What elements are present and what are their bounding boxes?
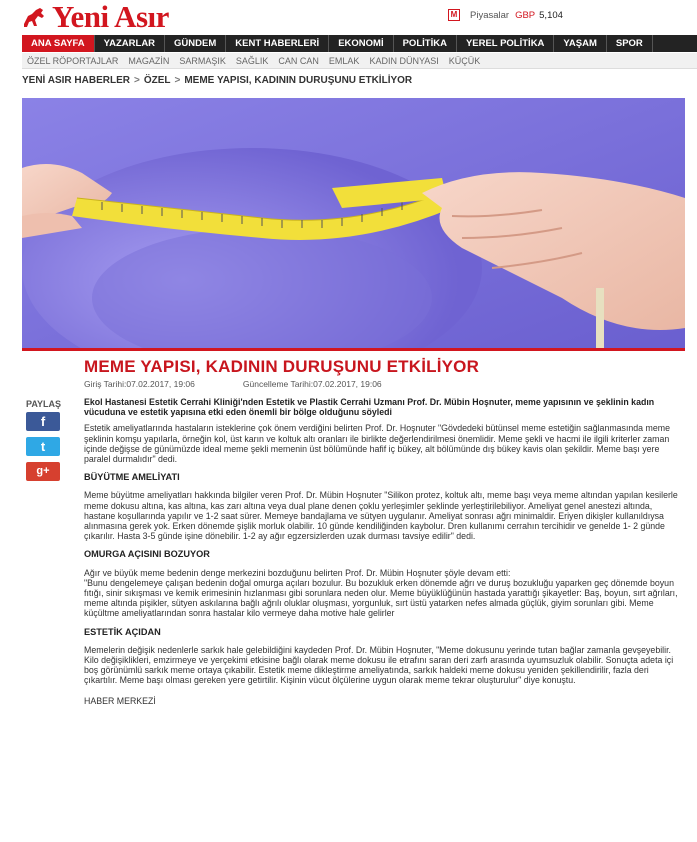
entry-date: Giriş Tarihi:07.02.2017, 19:06 <box>84 379 195 389</box>
share-label: PAYLAŞ <box>26 399 62 409</box>
markets-icon: M <box>448 9 460 21</box>
nav-item-ekonomi[interactable]: EKONOMİ <box>329 35 393 52</box>
nav-item-spor[interactable]: SPOR <box>607 35 653 52</box>
subnav-item-kadin-dunyasi[interactable]: KADIN DÜNYASI <box>369 56 439 66</box>
main-nav <box>22 35 697 52</box>
subnav-item-can-can[interactable]: CAN CAN <box>278 56 319 66</box>
breadcrumb-item-home[interactable]: YENİ ASIR HABERLER <box>22 75 130 86</box>
section-heading: BÜYÜTME AMELİYATI <box>84 472 180 483</box>
subnav-item-kucuk[interactable]: KÜÇÜK <box>448 56 481 66</box>
article-title: MEME YAPISI, KADININ DURUŞUNU ETKİLİYOR <box>84 357 480 376</box>
section-heading: OMURGA AÇISINI BOZUYOR <box>84 549 210 560</box>
currency-value: 5,104 <box>539 9 563 21</box>
site-header <box>0 0 697 36</box>
nav-item-yazarlar[interactable]: YAZARLAR <box>95 35 165 52</box>
site-logo[interactable] <box>22 2 169 32</box>
breadcrumb-item-current: MEME YAPISI, KADININ DURUŞUNU ETKİLİYOR <box>184 75 413 86</box>
subnav-item-emlak[interactable]: EMLAK <box>328 56 360 66</box>
subnav-item-magazin[interactable]: MAGAZİN <box>128 56 170 66</box>
article-body <box>84 397 684 706</box>
article-paragraph: Estetik ameliyatlarında hastaların isteklerine çok önem verdiğini belirten Prof. Dr. Hoşnuter "Gövdedeki bütünsel meme estetiğin sağlanmasında meme şeklinin komşu yapılarla, örneğin kol, üst karın ve koltuk altı oranları ile birlikte değerlendirilmesi önemlidir. Meme şekli ve hacmi ile ilgili kriterler zaman içinde değişse de günümüzde ideal meme şekli memenin üst bölümünde hafif iç bükey, alt bölümünde dış bükey kavis olan şekildir. Meme başı yere paralel durmalıdır" dedi. <box>84 423 670 465</box>
measuring-tape-photo <box>22 98 685 348</box>
facebook-share-button[interactable]: f <box>26 412 60 431</box>
article-signature: HABER MERKEZİ <box>84 695 156 706</box>
title-divider <box>22 348 685 351</box>
article-lead: Ekol Hastanesi Estetik Cerrahi Kliniği'nden Estetik ve Plastik Cerrahi Uzmanı Prof. Dr. Mübin Hoşnuter, meme yapısının ve şeklinin kadın vücuduna ve estetik yapısına etki eden önemli bir bölge olduğunu söyledi <box>84 397 655 418</box>
article-paragraph: "Bunu dengelemeye çalışan bedenin doğal omurga açıları bozulur. Bu bozukluk erken dönemde ağrı ve duruş bozukluğu yaparken geç dönemde boyun fıtığı, sinir sıkışması ve kemik erimesinin hızlanması gibi sorunlara neden olur. Meme büyüklüğünün hastada yarattığı şikayetler: Baş, boyun, sırt ağrıları, meme altında pişikler, sütyen askılarına bağlı ağrılı oluklar oluşması, yorgunluk, sırt üstü yatarken nefes almada güçlük, giyim sorunları gibi. Meme küçültme ameliyatlarından sonra hastalar kilo vermeye daha motive hale gelirler <box>84 577 678 619</box>
article-paragraph: Ağır ve büyük meme bedenin denge merkezini bozduğunu belirten Prof. Dr. Mübin Hoşnuter şöyle devam etti: <box>84 567 511 578</box>
nav-item-kent-haberleri[interactable]: KENT HABERLERİ <box>226 35 329 52</box>
breadcrumb-item-ozel[interactable]: ÖZEL <box>143 75 171 86</box>
horse-logo-icon <box>22 4 48 30</box>
currency-symbol: GBP <box>515 9 536 21</box>
nav-item-ana-sayfa[interactable]: ANA SAYFA <box>22 35 95 52</box>
nav-item-politika[interactable]: POLİTİKA <box>394 35 457 52</box>
breadcrumb-separator: > <box>133 75 140 86</box>
markets-label: Piyasalar <box>470 9 510 21</box>
breadcrumb-separator: > <box>174 75 181 86</box>
nav-item-yasam[interactable]: YAŞAM <box>554 35 606 52</box>
subnav-item-sarmasik[interactable]: SARMAŞIK <box>179 56 226 66</box>
section-heading: ESTETİK AÇIDAN <box>84 626 161 637</box>
article-paragraph: Memelerin değişik nedenlerle sarkık hale gelebildiğini kaydeden Prof. Dr. Mübin Hoşnuter, "Meme dokusunu yerinde tutan bağlar zamanla gevşeyebilir. Kilo değişiklikleri, emzirmeye ve yerçekimi etkisine bağlı olarak meme dokusu ile etrafını saran deri zarfı arasında uyumsuzluk olabilir. Sonuçta adeta içi boş görünümlü sarkık meme ortaya çıkabilir. Estetik meme dikleştirme ameliyatında, sarkık haldeki meme dokusu yeniden şekillendirilir, fazla deri çıkartılır. Meme başı olması gereken yere getirtilir. Kişinin vücut ölçülerine uygun olarak meme tekrar oluşturulur" diye konuştu. <box>84 644 674 686</box>
share-panel <box>26 399 66 487</box>
sub-nav <box>22 53 697 69</box>
subnav-item-saglik[interactable]: SAĞLIK <box>235 56 269 66</box>
article-hero-image <box>22 98 685 348</box>
article-dates <box>84 379 382 389</box>
markets-ticker[interactable] <box>448 9 563 21</box>
google-plus-share-button[interactable]: g+ <box>26 462 60 481</box>
nav-item-gundem[interactable]: GÜNDEM <box>165 35 226 52</box>
subnav-item-ozel-roportajlar[interactable]: ÖZEL RÖPORTAJLAR <box>27 56 119 66</box>
update-date: Güncelleme Tarihi:07.02.2017, 19:06 <box>242 379 382 389</box>
nav-item-yerel-politika[interactable]: YEREL POLİTİKA <box>457 35 554 52</box>
twitter-share-button[interactable]: t <box>26 437 60 456</box>
article-paragraph: Meme büyütme ameliyatları hakkında bilgiler veren Prof. Dr. Mübin Hoşnuter "Silikon protez, koltuk altı, meme başı veya meme altından yapılan kesilerle meme dokusu altına, kas altına, kas zarı altına veya dual plane denen çoklu yerleşimler şeklinde yerleştirilebiliyor. Ameliyat genel anestezi altında, hastane koşullarında yapılır ve 1-2 saat sürer. Memeye bandajlama ve sütyen uygulanır. Ameliyat sonrası ağrı minimaldir. Eriyen dikişler kullanıldıysa alınmasına gerek yok. Erken dönemde şişlik morluk olabilir. 10 günde kendiliğinden kaybolur. Dren kullanımı cerrahın tercihidir ve genelde 1- 2 günde çıkarılır. Hasta 3-5 günde işine dönebilir. 1-2 ay ağır egzersizlerden uzak durması tavsiye edilir" dedi. <box>84 490 678 542</box>
breadcrumb <box>22 75 412 86</box>
logo-text: Yeni Asır <box>52 0 169 34</box>
